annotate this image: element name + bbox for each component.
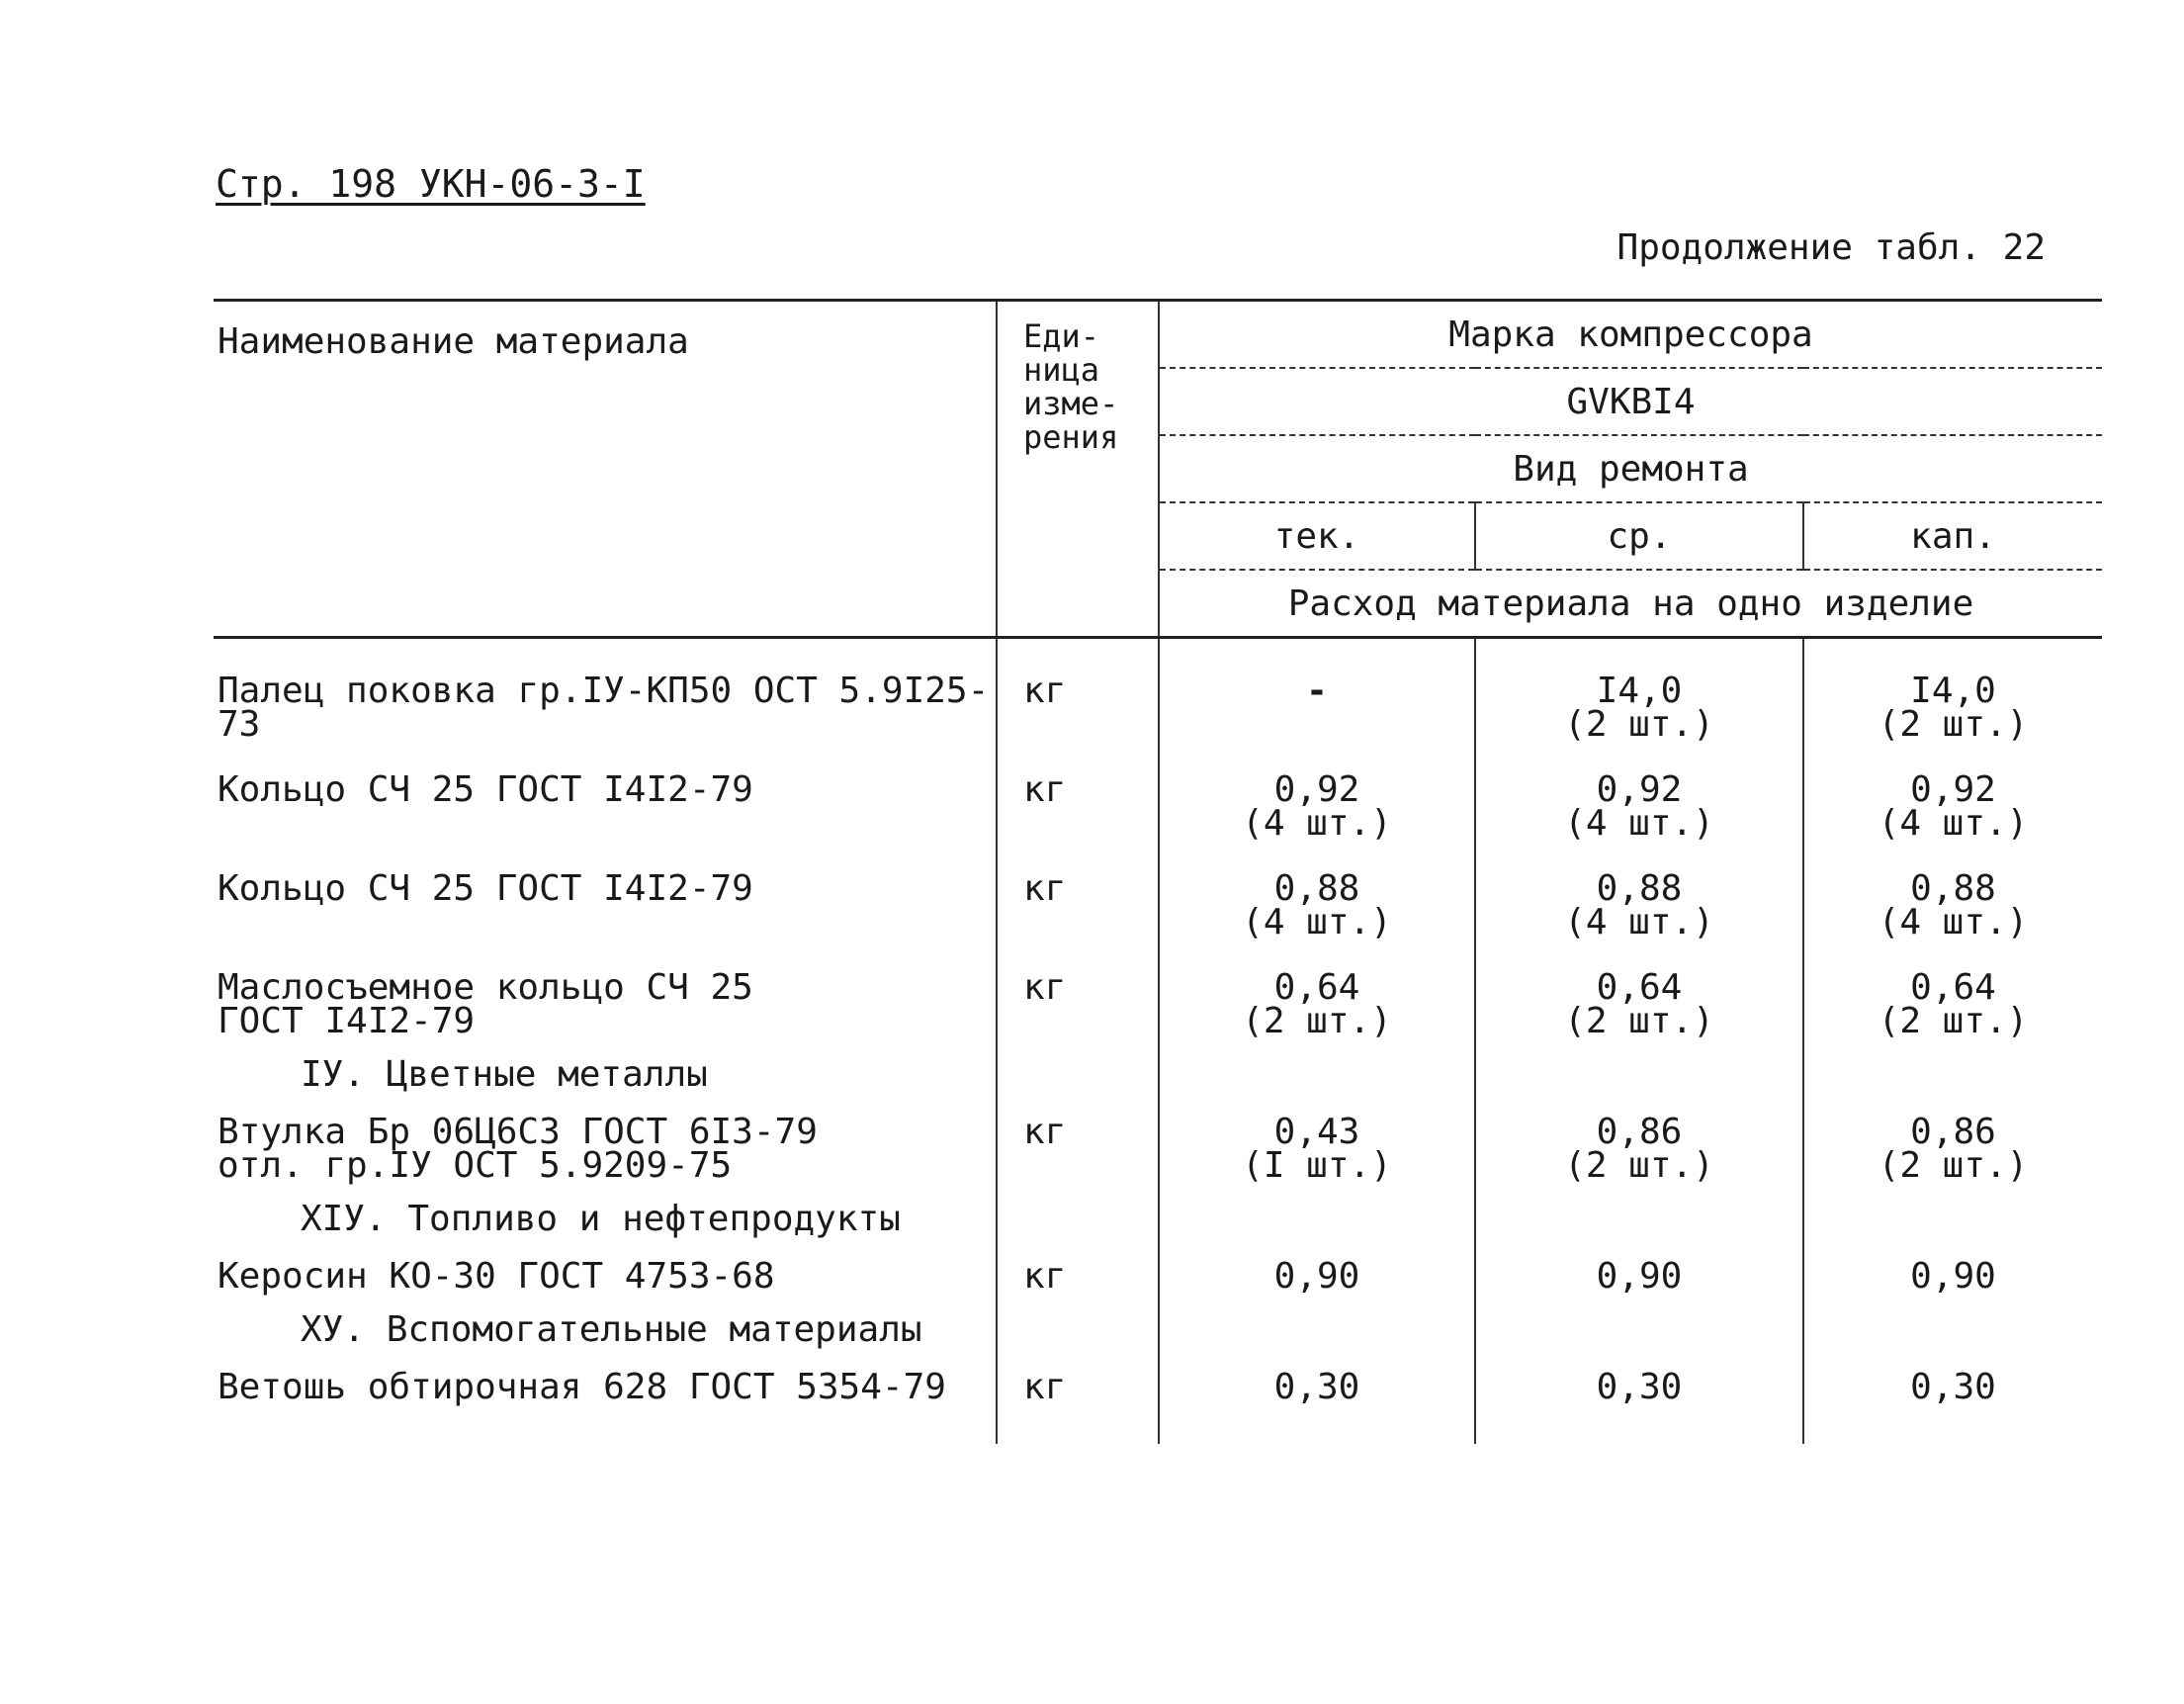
value: - [1306,671,1328,711]
page-header: Стр. 198 УКН-06-3-I [216,162,646,206]
quantity: (I шт.) [1242,1145,1392,1186]
value-kap [1803,1197,2102,1242]
table-continuation-label: Продолжение табл. 22 [1616,227,2046,268]
quantity: (2 шт.) [1564,1145,1714,1186]
material-name-line: Керосин КО-30 ГОСТ 4753-68 [218,1256,775,1297]
quantity: (4 шт.) [1242,902,1392,942]
unit-cell [997,1197,1159,1242]
value-kap [1803,1242,2102,1307]
section-row [214,1052,2102,1098]
material-name-line: Ветошь обтирочная 628 ГОСТ 5354-79 [218,1367,946,1407]
table-row [214,1353,2102,1444]
material-name-line: отл. гр.IУ ОСТ 5.9209-75 [218,1145,733,1186]
unit-cell: кг [997,854,1159,953]
unit-cell [997,1307,1159,1353]
quantity: (2 шт.) [1878,1001,2029,1041]
value: 0,90 [1273,1256,1360,1297]
header-unit-line: ница [1023,351,1100,389]
material-name [214,756,997,854]
value-kap [1803,638,2102,757]
material-name-line: Втулка Бр 06Ц6С3 ГОСТ 6I3-79 [218,1112,818,1152]
section-heading-fuel: XIУ. Топливо и нефтепродукты [301,1199,901,1239]
value-tek [1159,1242,1475,1307]
value-kap [1803,854,2102,953]
value: 0,64 [1910,967,1996,1008]
material-name [214,1242,997,1307]
value-kap [1803,1307,2102,1353]
quantity: (4 шт.) [1242,803,1392,844]
material-name-line: Кольцо СЧ 25 ГОСТ I4I2-79 [218,868,753,909]
unit-cell: кг [997,1353,1159,1444]
quantity: (2 шт.) [1878,1145,2029,1186]
unit-cell: кг [997,638,1159,757]
section-row [214,1197,2102,1242]
value-kap [1803,756,2102,854]
value-sr [1475,1098,1803,1197]
header-unit-line: рения [1023,418,1119,456]
header-repair-kap: кап. [1803,502,2102,570]
quantity: (4 шт.) [1878,902,2029,942]
value: 0,30 [1273,1367,1360,1407]
unit-cell: кг [997,1242,1159,1307]
material-name [214,854,997,953]
header-material-name: Наименование материала [214,301,997,638]
header-unit [997,301,1159,638]
value-tek [1159,756,1475,854]
unit-cell: кг [997,1098,1159,1197]
table-row [214,953,2102,1052]
value: 0,30 [1596,1367,1683,1407]
value: 0,90 [1596,1256,1683,1297]
table-body [214,638,2102,1445]
value-tek [1159,1197,1475,1242]
value: 0,64 [1596,967,1683,1008]
value-kap [1803,953,2102,1052]
header-brand-value: GVKBI4 [1159,368,2102,435]
value: 0,64 [1273,967,1360,1008]
material-name [214,638,997,757]
header-consumption: Расход материала на одно изделие [1159,570,2102,638]
header-compressor-brand: Марка компрессора [1159,301,2102,369]
value-kap [1803,1052,2102,1098]
value: I4,0 [1596,671,1683,711]
material-name [214,1353,997,1444]
quantity: (2 шт.) [1242,1001,1392,1041]
value-sr [1475,756,1803,854]
value-tek [1159,1098,1475,1197]
quantity: (2 шт.) [1878,704,2029,745]
unit-cell: кг [997,953,1159,1052]
value: 0,92 [1910,769,1996,810]
section-row [214,1307,2102,1353]
value-sr [1475,1242,1803,1307]
header-repair-sr: ср. [1475,502,1803,570]
material-name-line: ГОСТ I4I2-79 [218,1001,476,1041]
unit-cell [997,1052,1159,1098]
value-sr [1475,638,1803,757]
value-sr [1475,1307,1803,1353]
header-unit-line: изме- [1023,385,1119,422]
quantity: (2 шт.) [1564,704,1714,745]
value: I4,0 [1910,671,1996,711]
material-name [214,1098,997,1197]
section-heading-auxiliary: ХУ. Вспомогательные материалы [301,1309,922,1350]
value-sr [1475,854,1803,953]
material-name-line: Кольцо СЧ 25 ГОСТ I4I2-79 [218,769,753,810]
value-tek [1159,638,1475,757]
value: 0,43 [1273,1112,1360,1152]
quantity: (2 шт.) [1564,1001,1714,1041]
quantity: (4 шт.) [1878,803,2029,844]
table-row [214,1098,2102,1197]
value-sr [1475,1353,1803,1444]
value-tek [1159,1052,1475,1098]
table-row [214,638,2102,757]
table-row [214,854,2102,953]
value-tek [1159,1307,1475,1353]
value-tek [1159,1353,1475,1444]
quantity: (4 шт.) [1564,803,1714,844]
section-heading-nonferrous: IУ. Цветные металлы [301,1054,708,1095]
quantity: (4 шт.) [1564,902,1714,942]
header-repair-tek: тек. [1159,502,1475,570]
value: 0,88 [1910,868,1996,909]
material-name-line: Маслосъемное кольцо СЧ 25 [218,967,753,1008]
value-kap [1803,1353,2102,1444]
materials-table [214,299,2102,1444]
table-row [214,1242,2102,1307]
value: 0,88 [1273,868,1360,909]
value-tek [1159,854,1475,953]
value-sr [1475,1197,1803,1242]
material-name [214,953,997,1052]
value: 0,92 [1596,769,1683,810]
material-name-line: Палец поковка гр.IУ-КП50 ОСТ 5.9I25-73 [218,671,990,745]
unit-cell: кг [997,756,1159,854]
value: 0,88 [1596,868,1683,909]
table-header [214,301,2102,638]
header-unit-line: Еди- [1023,317,1100,355]
value-sr [1475,1052,1803,1098]
value: 0,86 [1596,1112,1683,1152]
value-tek [1159,953,1475,1052]
header-repair-type: Вид ремонта [1159,435,2102,502]
value: 0,92 [1273,769,1360,810]
value: 0,90 [1910,1256,1996,1297]
value: 0,30 [1910,1367,1996,1407]
value-sr [1475,953,1803,1052]
value: 0,86 [1910,1112,1996,1152]
table-row [214,756,2102,854]
value-kap [1803,1098,2102,1197]
